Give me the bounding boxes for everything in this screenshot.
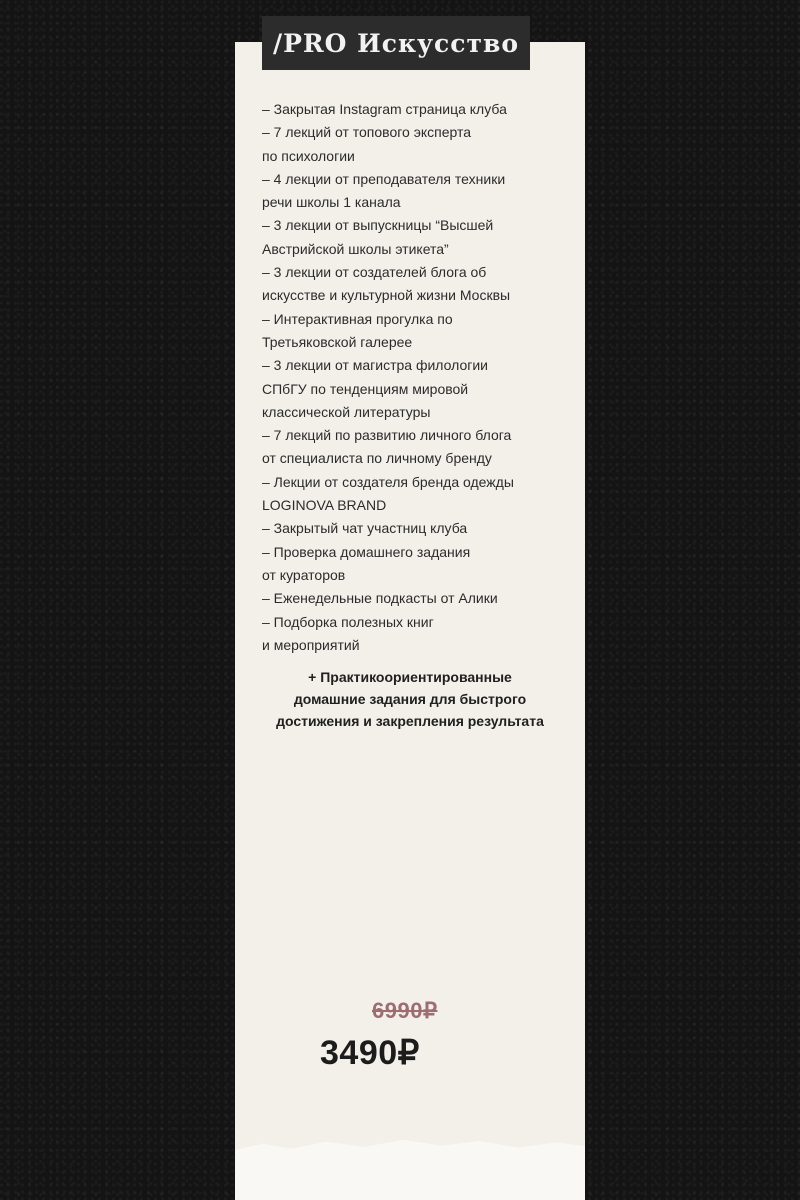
feature-line: – 4 лекции от преподавателя техники xyxy=(262,170,506,187)
practice-line: достижения и закрепления результата xyxy=(276,713,544,729)
feature-line: по психологии xyxy=(262,147,355,164)
feature-line: LOGINOVA BRAND xyxy=(262,497,387,514)
practice-line: + Практикоориентированные xyxy=(308,669,512,685)
feature-line: СПбГУ по тенденциям мировой xyxy=(262,380,469,397)
feature-line: – Лекции от создателя бренда одежды xyxy=(262,473,514,490)
title-label xyxy=(262,16,530,70)
feature-line: речи школы 1 канала xyxy=(262,194,401,211)
feature-line: – Закрытый чат участниц клуба xyxy=(262,520,468,537)
feature-line: – 3 лекции от магистра филологии xyxy=(262,357,488,374)
feature-line: – Проверка домашнего задания xyxy=(262,543,471,560)
feature-line: – Закрытая Instagram страница клуба xyxy=(262,101,507,117)
feature-line: классической литературы xyxy=(262,403,431,420)
feature-line: Австрийской школы этикета” xyxy=(262,240,449,257)
feature-line: – 7 лекций по развитию личного блога xyxy=(262,427,512,444)
feature-line: – 3 лекции от создателей блога об xyxy=(262,264,487,281)
feature-line: от кураторов xyxy=(262,566,346,583)
feature-line: и мероприятий xyxy=(262,636,360,653)
feature-line: – Подборка полезных книг xyxy=(262,613,434,630)
practice-line: домашние задания для быстрого xyxy=(293,691,527,707)
practice-note xyxy=(244,666,576,732)
feature-line: – Еженедельные подкасты от Алики xyxy=(262,590,498,607)
feature-line: – 7 лекций от топового эксперта xyxy=(262,124,472,141)
old-price: 6990₽ xyxy=(372,998,438,1023)
feature-list xyxy=(262,98,562,657)
feature-line: от специалиста по личному бренду xyxy=(262,450,492,467)
feature-line: искусстве и культурной жизни Москвы xyxy=(262,287,511,304)
page-title: /PRO Искусство xyxy=(272,28,520,58)
feature-line: – Интерактивная прогулка по xyxy=(262,310,453,327)
feature-line: – 3 лекции от выпускницы “Высшей xyxy=(262,217,494,234)
feature-line: Третьяковской галерее xyxy=(262,333,413,350)
new-price: 3490₽ xyxy=(320,1034,420,1072)
